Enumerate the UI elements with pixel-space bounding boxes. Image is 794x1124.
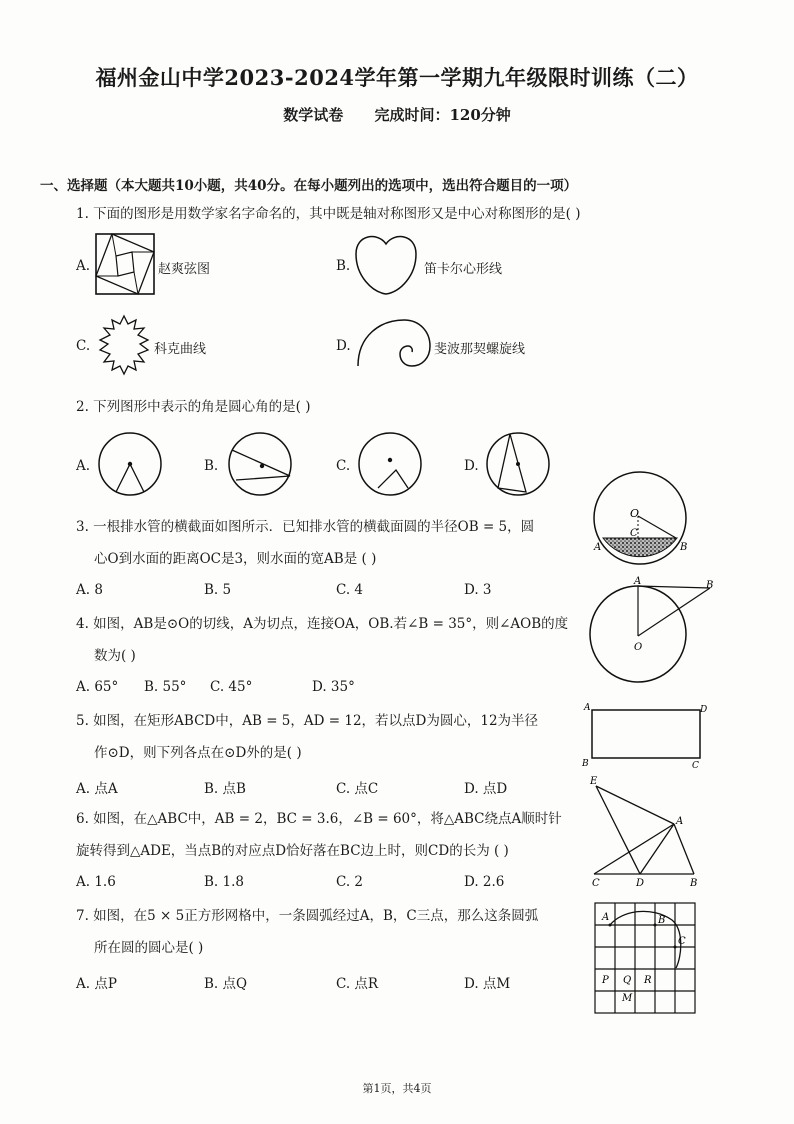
- q7-label-p: P: [602, 975, 609, 986]
- question-5-line1: 5. 如图，在矩形ABCD中，AB = 5，AD = 12，若以点D为圆心，12为半径: [76, 713, 539, 729]
- q3-label-c: C: [630, 528, 638, 539]
- question-7-line2: 所在圆的圆心是( ): [94, 940, 204, 956]
- q7-option-d: D. 点M: [464, 976, 511, 992]
- question-4-line2: 数为( ): [94, 648, 136, 664]
- q7-option-c: C. 点R: [336, 976, 379, 992]
- q4-option-c: C. 45°: [210, 679, 253, 695]
- q5-option-a: A. 点A: [76, 781, 118, 797]
- q6-option-c: C. 2: [336, 874, 364, 890]
- q6-option-d: D. 2.6: [464, 874, 505, 890]
- q2-option-a: A.: [76, 458, 91, 474]
- q5-label-a: A: [584, 703, 591, 713]
- cardioid-figure: [352, 232, 420, 296]
- q3-option-c: C. 4: [336, 582, 364, 598]
- q7-label-m: M: [622, 993, 633, 1004]
- zhaoshuang-figure: [94, 232, 156, 296]
- q2-option-b: B.: [204, 458, 219, 474]
- page-number: 第1页，共4页: [362, 1082, 432, 1095]
- q1-option-a-letter: A.: [76, 258, 91, 274]
- q2-figure-d: [484, 430, 552, 498]
- q4-option-b: B. 55°: [144, 679, 187, 695]
- q7-label-b: B: [658, 915, 666, 926]
- subject-label: 数学试卷: [283, 106, 344, 124]
- q7-label-r: R: [644, 975, 652, 986]
- q7-option-a: A. 点P: [76, 976, 117, 992]
- q6-label-e: E: [590, 776, 598, 787]
- q4-label-a: A: [634, 576, 642, 587]
- q2-option-c: C.: [336, 458, 351, 474]
- q3-option-a: A. 8: [76, 582, 103, 598]
- section-heading: 一、选择题（本大题共10小题，共40分。在每小题列出的选项中，选出符合题目的一项）: [40, 178, 578, 194]
- q6-label-c: C: [592, 878, 600, 889]
- q7-label-q: Q: [623, 975, 632, 986]
- fibonacci-spiral-figure: [354, 316, 432, 372]
- q2-figure-b: [226, 430, 294, 498]
- q1-option-d-caption: 斐波那契螺旋线: [434, 342, 526, 357]
- q5-label-b: B: [582, 759, 589, 769]
- q7-label-a: A: [602, 912, 610, 923]
- question-6-line2: 旋转得到△ADE，当点B的对应点D恰好落在BC边上时，则CD的长为 ( ): [76, 843, 509, 859]
- q4-option-a: A. 65°: [76, 679, 119, 695]
- question-7-line1: 7. 如图，在5 × 5正方形网格中，一条圆弧经过A，B，C三点，那么这条圆弧: [76, 908, 539, 924]
- q3-pipe-figure: [590, 466, 694, 570]
- q7-option-b: B. 点Q: [204, 976, 248, 992]
- q1-option-b-caption: 笛卡尔心形线: [424, 262, 503, 277]
- q3-label-o: O: [630, 507, 640, 520]
- question-5-line2: 作⊙D，则下列各点在⊙D外的是( ): [94, 745, 302, 761]
- q5-label-c: C: [692, 761, 699, 770]
- q1-option-c-letter: C.: [76, 338, 91, 354]
- koch-curve-figure: [94, 314, 154, 376]
- question-3-line2: 心O到水面的距离OC是3，则水面的宽AB是 ( ): [94, 551, 377, 567]
- question-4-line1: 4. 如图，AB是⊙O的切线，A为切点，连接OA，OB.若∠B = 35°，则∠AOB的度: [76, 616, 569, 632]
- q7-label-c: C: [678, 936, 686, 947]
- q6-rotation-figure: [586, 772, 706, 890]
- exam-title: 福州金山中学2023-2024学年第一学期九年级限时训练（二）: [95, 65, 699, 90]
- q6-label-a: A: [676, 816, 684, 827]
- q5-option-d: D. 点D: [464, 781, 508, 797]
- q2-figure-c: [356, 430, 424, 498]
- q1-option-d-letter: D.: [336, 338, 351, 354]
- q4-label-b: B: [706, 580, 714, 591]
- q1-option-a-caption: 赵爽弦图: [158, 262, 211, 277]
- question-6-line1: 6. 如图，在△ABC中，AB = 2，BC = 3.6，∠B = 60°，将△ABC绕点A顺时针: [76, 811, 562, 827]
- q3-option-b: B. 5: [204, 582, 232, 598]
- q5-option-c: C. 点C: [336, 781, 379, 797]
- time-label: 完成时间：120分钟: [374, 106, 511, 124]
- q2-figure-a: [96, 430, 164, 498]
- q7-grid-figure: [592, 898, 698, 1016]
- q1-option-c-caption: 科克曲线: [154, 342, 207, 357]
- q3-label-b: B: [680, 542, 688, 553]
- q5-option-b: B. 点B: [204, 781, 246, 797]
- exam-subtitle: [0, 104, 794, 125]
- q4-option-d: D. 35°: [312, 679, 355, 695]
- q3-label-a: A: [594, 542, 602, 553]
- q6-option-b: B. 1.8: [204, 874, 244, 890]
- q1-option-b-letter: B.: [336, 258, 351, 274]
- q2-option-d: D.: [464, 458, 479, 474]
- question-3-line1: 3. 一根排水管的横截面如图所示．已知排水管的横截面圆的半径OB = 5，圆: [76, 519, 535, 535]
- q6-label-b: B: [690, 878, 698, 889]
- q6-label-d: D: [636, 878, 645, 889]
- q5-rectangle-figure: [578, 700, 714, 770]
- q3-option-d: D. 3: [464, 582, 492, 598]
- q5-label-d: D: [700, 705, 708, 715]
- q4-tangent-figure: [586, 576, 716, 686]
- question-1-stem: 1. 下面的图形是用数学家名字命名的，其中既是轴对称图形又是中心对称图形的是( ): [76, 206, 581, 222]
- q4-label-o: O: [634, 642, 643, 653]
- question-2-stem: 2. 下列图形中表示的角是圆心角的是( ): [76, 399, 311, 415]
- q6-option-a: A. 1.6: [76, 874, 116, 890]
